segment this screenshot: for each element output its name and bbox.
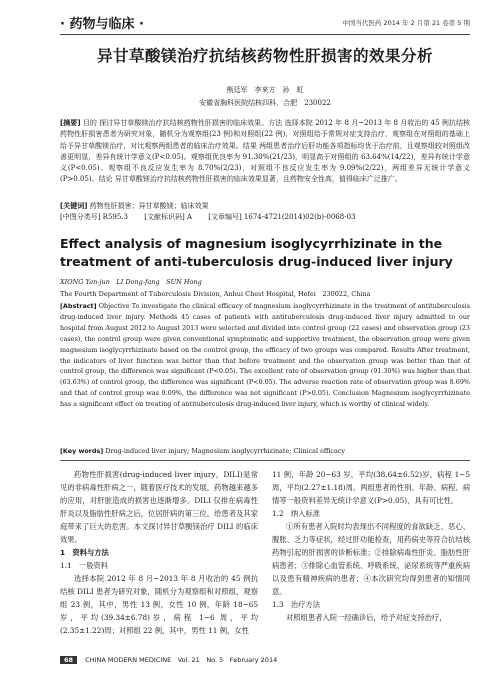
general-data-paragraph: 选择本院 2012 年 8 月~2013 年 8 月收治的 45 例抗结核 DILI 患者为研究对象，随机分为观察组和对照组，观察组 23 例，其中，男性 13 例，女性 10 例，年龄 18~65 岁，平均(39.34±6.78)岁，病程 1~6 周，平均(2.35±1.22)周；对照组 22 例，其中，男性 11 例，女性 (60, 574, 258, 635)
affiliation-cn: 安徽省胸科医院结核四科，合肥 230022 (199, 99, 331, 107)
journal-info: 中国当代医药 2014 年 2 月第 21 卷第 5 期 (342, 19, 470, 27)
treatment-method-paragraph: 对照组患者入院一经确诊后，给予对症支持治疗， (286, 613, 447, 622)
keywords-cn (60, 201, 470, 211)
clc-number: [中图分类号] R595.3 (60, 213, 128, 221)
general-data-continued: 11 例，年龄 20~63 岁，平均(38.64±6.52)岁，病程 1~5 周，平均(2.27±1.18)周。两组患者的性别、年龄、病程、病情等一般资料差异无统计学意义(P>0.05)，具有可比性。 (272, 470, 470, 505)
affiliation-en: The Fourth Department of Tuberculosis Division, Anhui Chest Hospital, Hefei 230022, China (60, 290, 371, 298)
article-number: [文章编号] 1674-4721(2014)02(b)-0068-03 (208, 213, 356, 221)
article-title-en: Effect analysis of magnesium isoglycyrrhizinate in the treatment of anti-tuberculosis drug-induced liver injury (60, 236, 453, 269)
heading-treatment-method: 1.3 治疗方法 (272, 600, 321, 609)
abstract-cn (60, 118, 470, 186)
keywords-en (60, 447, 470, 455)
document-code: [文献标识码] A (144, 213, 192, 221)
journal-header (60, 12, 470, 35)
inclusion-criteria-paragraph: ①所有患者入院时均表现出不同程度的食欲缺乏、恶心、腹胀、乏力等症状，经过肝功能检查，用药病史等符合抗结核药物引起的肝损害的诊断标准；②排除病毒性肝炎、脂肪性肝病患者；③排除心血管系统、呼吸系统、泌尿系统等严重疾病以及患有精神疾病的患者；④本次研究均得到患者的知情同意。 (272, 522, 470, 596)
abstract-en-text: Objective To investigate the clinical efficacy of magnesium isoglycyrrhizinate in the treatment of antituberculosis drug-induced liver injury. Methods 45 cases of patients with antituberculosis drug-induced liver injury admitted to our hospital from August 2012 to August 2013 were selected and divided into control group (22 cases) and observation group (23 cases), the control group were given conventional symptomatic and supportive treatment, the observation group were given magnesium isoglycyrrhizinate based on the control group, the efficacy of two groups was compared. Results After treatment, the indicators of liver function was better than that before treatment and the observation group was better than that of control group, the difference was significant (P<0.05). The excellent rate of observation group (91.30%) was higher than that (63.63%) of control group, the difference was significant (P<0.05). The adverse reaction rate of observation group was 8.69% and that of control group was 9.09%, the difference was not significant (P>0.05). Conclusion Magnesium isoglycyrrhizinate has a significant effect on treating of antituberculosis drug-induced liver injury, which is worthy of clinical widely. (60, 302, 470, 409)
body-column-right (272, 468, 470, 624)
page-footer (60, 655, 470, 667)
intro-paragraph: 药物性肝损害(drug-induced liver injury，DILI)是常见的非病毒性肝病之一，随着医疗技术的发展，药物越来越多的应用，对肝脏造成的损害也逐渐增多。DILI 仅排在病毒性肝炎以及脂肪性肝病之后，位居肝病的第三位，给患者及其家庭带来了巨大的危害。本文探讨异甘草酸镁治疗 DILI 的临床效果。 (60, 470, 258, 544)
heading-general-data: 1.1 一般资料 (60, 561, 109, 570)
keywords-cn-text: 药物性肝损害；异甘草酸镁；临床效果 (89, 202, 209, 210)
keywords-cn-label: [关键词] (60, 202, 88, 210)
page-number: 68 (60, 656, 77, 664)
classification-line (60, 212, 470, 222)
heading-materials-methods: 1 资料与方法 (60, 548, 109, 557)
body-column-left (60, 468, 258, 637)
section-divider (60, 460, 470, 461)
keywords-en-label: [Key words] (60, 447, 104, 455)
authors-cn: 熊廷军 李來方 孙 虹 (226, 86, 304, 94)
article-title-cn: 异甘草酸镁治疗抗结核药物性肝损害的效果分析 (96, 47, 433, 65)
heading-inclusion-criteria: 1.2 纳入标准 (272, 509, 321, 518)
abstract-en (60, 301, 470, 410)
footer-journal: CHINA MODERN MEDICINE Vol. 21 No. 5 February 2014 (85, 656, 278, 664)
abstract-cn-label: [摘要] (60, 119, 81, 127)
keywords-en-text: Drug-induced liver injury; Magnesium isoglycyrrhizinate; Clinical efficacy (105, 447, 346, 455)
abstract-en-label: [Abstract] (60, 302, 97, 310)
section-title: · 药物与临床 · (60, 17, 144, 32)
abstract-cn-text: 目的 探讨异甘草酸镁治疗抗结核药物性肝损害的临床效果。方法 选择本院 2012 年 8 月~2013 年 8 月收治的 45 例抗结核药物性肝损害患者为研究对象，随机分为观察组(23 例)和对照组(22 例)，对照组给予常规对症支持治疗，观察组在对照组的基础上给予异甘草酸镁治疗，对比观察两组患者的临床治疗效果。结果 两组患者治疗后肝功能各项指标均优于治疗前，且观察组较对照组改善更明显，差异有统计学意义(P<0.05)。观察组优良率为 91.30%(21/23)，明显高于对照组的 63.64%(14/22)，差异有统计学意义(P<0.05)。观察组不良反应发生率为 8.70%(2/23)，对照组不良反应发生率为 9.09%(2/22)，两组差异无统计学意义(P>0.05)。结论 异甘草酸镁治疗抗结核药物性肝损害的临床效果显著，且药物安全性高，值得临床广泛推广。 (60, 119, 470, 184)
authors-en: XIONG Yan-jun LI Dong-fang SUN Hong (60, 278, 202, 286)
